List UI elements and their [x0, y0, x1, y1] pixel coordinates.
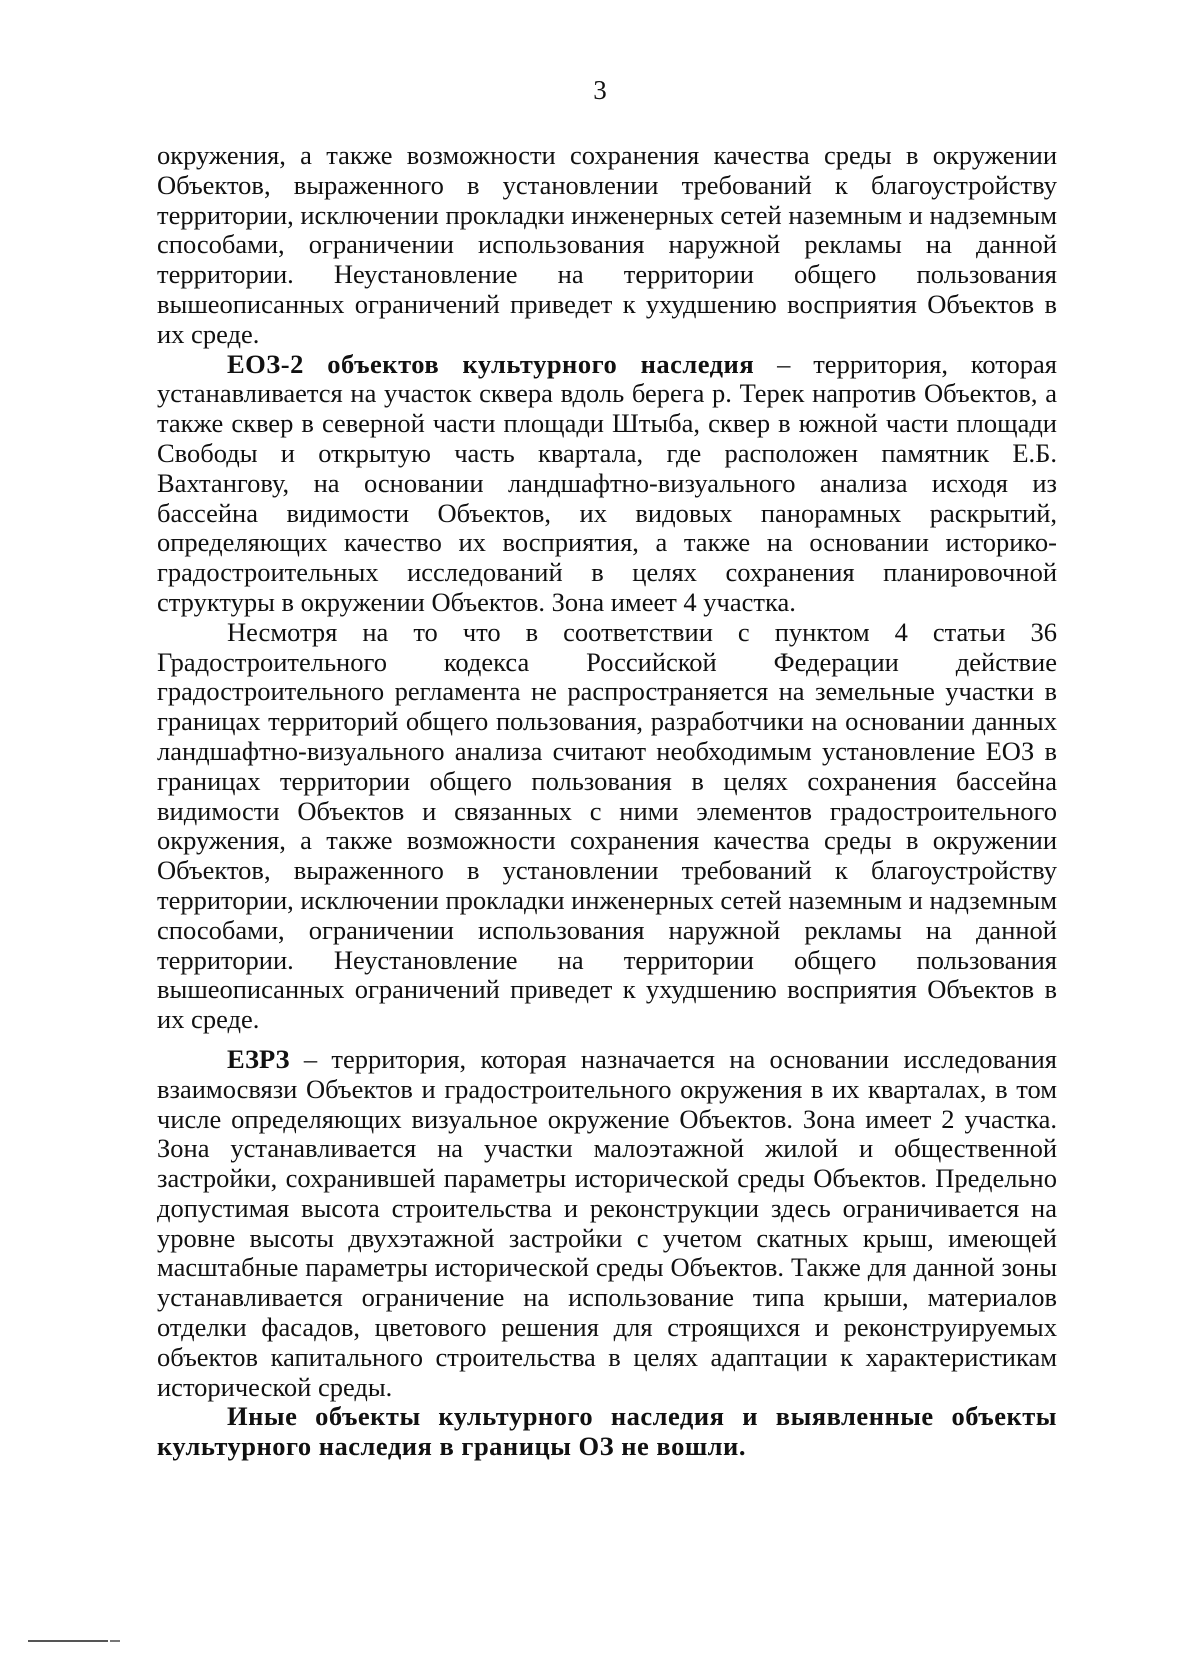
paragraph-public-territory: Несмотря на то что в соответствии с пунктом 4 статьи 36 Градостроительного кодекса Российской Федерации действие градостроительного регламента не распространяется на земельные участки в границах территорий общего пользования, разработчики на основании данных ландшафтно-визуального анализа считают необходимым установление ЕОЗ в границах территории общего пользования в целях сохранения бассейна видимости Объектов и связанных с ними элементов градостроительного окружения, а также возможности сохранения качества среды в окружении Объектов, выраженного в установлении требований к благоустройству территории, исключении прокладки инженерных сетей наземным и надземным способами, ограничении использования наружной рекламы на данной территории. Неустановление на территории общего пользования вышеописанных ограничений приведет к ухудшению восприятия Объектов в их среде.: [157, 616, 1057, 1035]
paragraph-other-objects: Иные объекты культурного наследия и выявленные объекты культурного наследия в границы ОЗ не вошли.: [157, 1401, 1057, 1462]
eoz-2-heading: ЕОЗ-2 объектов культурного наследия: [227, 348, 755, 379]
ezrz-description: – территория, которая назначается на основании исследования взаимосвязи Объектов и градостроительного окружения в их кварталах, в том числе определяющих визуальное окружение Объектов. Зона имеет 2 участка. Зона устанавливается на участки малоэтажной жилой и общественной застройки, сохранившей параметры исторической среды Объектов. Предельно допустимая высота строительства и реконструкции здесь ограничивается на уровне высоты двухэтажной застройки с учетом скатных крыш, имеющей масштабные параметры исторической среды Объектов. Также для данной зоны устанавливается ограничение на использование типа крыши, материалов отделки фасадов, цветового решения для строящихся и реконструируемых объектов капитального строительства в целях адаптации к характеристикам исторической среды.: [157, 1043, 1057, 1402]
paragraph-environment-continuation: окружения, а также возможности сохранения качества среды в окружении Объектов, выраженного в установлении требований к благоустройству территории, исключении прокладки инженерных сетей наземным и надземным способами, ограничении использования наружной рекламы на данной территории. Неустановление на территории общего пользования вышеописанных ограничений приведет к ухудшению восприятия Объектов в их среде.: [157, 140, 1057, 349]
document-body: [157, 141, 1057, 1462]
ezrz-heading: ЕЗРЗ: [227, 1043, 290, 1074]
footer-line: [28, 1640, 108, 1642]
paragraph-eoz-2: [157, 350, 1057, 618]
paragraph-ezrz: [157, 1045, 1057, 1403]
eoz-2-description: – территория, которая устанавливается на участок сквера вдоль берега р. Терек напротив Объектов, а также сквер в северной части площади Штыба, сквер в южной части площади Свободы и открытую часть квартала, где расположен памятник Е.Б. Вахтангову, на основании ландшафтно-визуального анализа исходя из бассейна видимости Объектов, их видовых панорамных раскрытий, определяющих качество их восприятия, а также на основании историко-градостроительных исследований в целях сохранения планировочной структуры в окружении Объектов. Зона имеет 4 участка.: [157, 348, 1057, 617]
page-number: 3: [593, 75, 607, 105]
